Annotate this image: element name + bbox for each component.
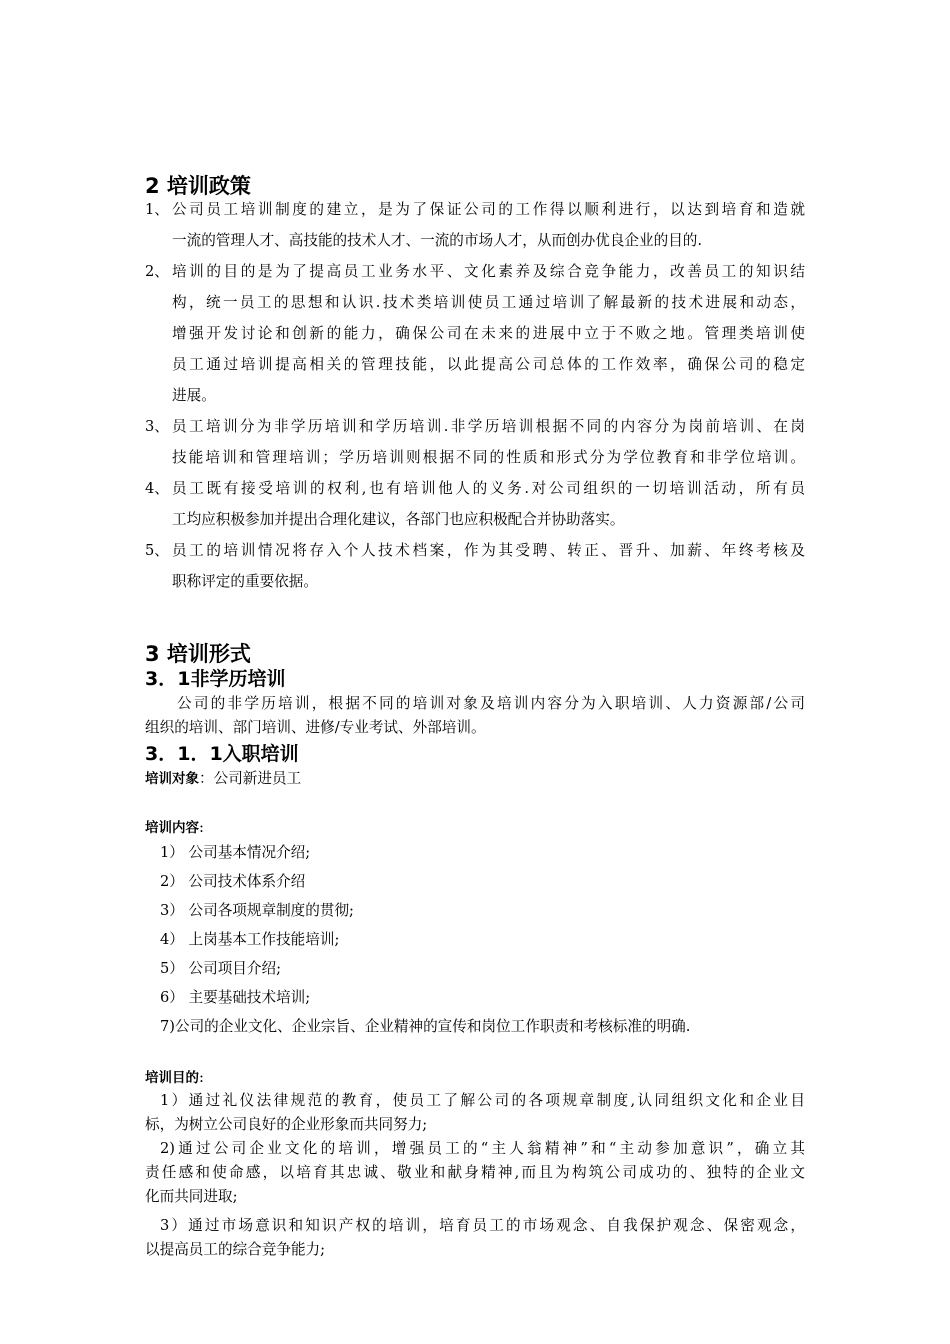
item-line: 培训的目的是为了提高员工业务水平、文化素养及综合竞争能力，改善员工的知识结: [172, 263, 805, 280]
item-line: 技能培训和管理培训；学历培训则根据不同的性质和形式分为学位教育和非学位培训。: [172, 449, 805, 466]
training-target: [145, 767, 301, 788]
list-item: 6） 主要基础技术培训;: [160, 989, 311, 1006]
training-purpose-label: 培训目的: [145, 1070, 199, 1086]
intro-line: 公司的非学历培训，根据不同的培训对象及培训内容分为入职培训、人力资源部/公司: [177, 695, 805, 712]
list-item: 7)公司的企业文化、企业宗旨、企业精神的宣传和岗位工作职责和考核标准的明确.: [160, 1018, 691, 1035]
list-item: 4） 上岗基本工作技能培训;: [160, 931, 340, 948]
item-line: 员工的培训情况将存入个人技术档案，作为其受聘、转正、晋升、加薪、年终考核及: [172, 542, 805, 559]
section-2-heading: 2 培训政策: [145, 174, 251, 198]
item-line: 一流的管理人才、高技能的技术人才、一流的市场人才，从而创办优良企业的目的.: [172, 232, 703, 249]
item-line: 员工通过培训提高相关的管理技能，以此提高公司总体的工作效率，确保公司的稳定: [172, 356, 805, 373]
item-line: 公司员工培训制度的建立，是为了保证公司的工作得以顺利进行，以达到培育和造就: [172, 201, 805, 218]
purpose-line: 1）通过礼仪法律规范的教育，使员工了解公司的各项规章制度,认同组织文化和企业目: [160, 1092, 805, 1109]
training-target-value: ：公司新进员工: [199, 770, 302, 787]
list-item: 3） 公司各项规章制度的贯彻;: [160, 902, 354, 919]
item-number: 4、: [145, 480, 169, 497]
list-item: 1） 公司基本情况介绍;: [160, 844, 311, 861]
training-content-label: 培训内容: [145, 820, 199, 836]
purpose-line: 以提高员工的综合竞争能力;: [145, 1241, 326, 1258]
item-line: 增强开发讨论和创新的能力，确保公司在未来的进展中立于不败之地。管理类培训使: [172, 325, 805, 342]
item-line: 构，统一员工的思想和认识.技术类培训使员工通过培训了解最新的技术进展和动态，: [172, 294, 805, 311]
training-target-label: 培训对象: [145, 771, 199, 787]
item-line: 进展。: [172, 387, 216, 404]
item-number: 5、: [145, 542, 169, 559]
item-number: 1、: [145, 201, 169, 218]
item-line: 员工既有接受培训的权利,也有培训他人的义务.对公司组织的一切培训活动，所有员: [172, 480, 805, 497]
subsection-3-1-1-heading: 3．1．1入职培训: [145, 743, 299, 765]
section-3-heading: 3 培训形式: [145, 642, 251, 666]
training-content-heading: [145, 816, 204, 836]
colon: :: [199, 819, 204, 836]
item-line: 工均应积极参加并提出合理化建议，各部门也应积极配合并协助落实。: [172, 511, 625, 528]
intro-line: 组织的培训、部门培训、进修/专业考试、外部培训。: [145, 719, 486, 736]
purpose-line: 3）通过市场意识和知识产权的培训，培育员工的市场观念、自我保护观念、保密观念，: [160, 1217, 805, 1234]
item-number: 3、: [145, 418, 169, 435]
training-purpose-heading: [145, 1066, 204, 1086]
item-line: 职称评定的重要依据。: [172, 573, 318, 590]
colon: :: [199, 1069, 204, 1086]
purpose-line: 2)通过公司企业文化的培训，增强员工的“主人翁精神”和“主动参加意识”，确立其: [160, 1140, 805, 1157]
purpose-line: 化而共同进取;: [145, 1188, 238, 1205]
purpose-line: 标，为树立公司良好的企业形象而共同努力;: [145, 1116, 428, 1133]
list-item: 5） 公司项目介绍;: [160, 960, 281, 977]
purpose-line: 责任感和使命感，以培育其忠诚、敬业和献身精神,而且为构筑公司成功的、独特的企业文: [145, 1164, 805, 1181]
subsection-3-1-heading: 3．1非学历培训: [145, 668, 286, 690]
item-number: 2、: [145, 263, 169, 280]
list-item: 2） 公司技术体系介绍: [160, 873, 306, 890]
item-line: 员工培训分为非学历培训和学历培训.非学历培训根据不同的内容分为岗前培训、在岗: [172, 418, 805, 435]
